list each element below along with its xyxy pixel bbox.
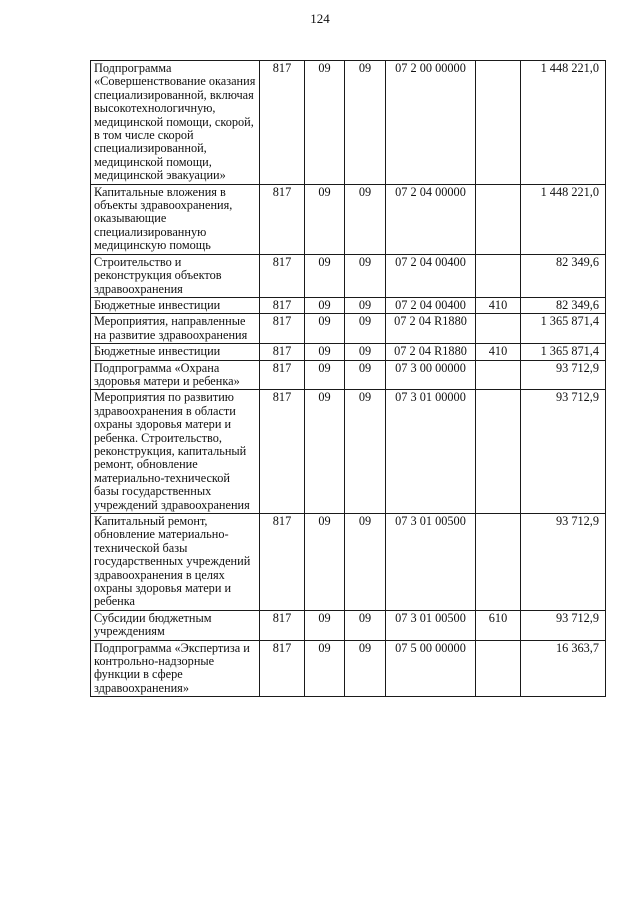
target-article-code: 07 3 01 00000 <box>386 390 476 514</box>
item-name: Капитальные вложения в объекты здравоохранения, оказывающие специализированную медицинскую помощь <box>91 184 260 254</box>
ministry-code: 817 <box>260 184 305 254</box>
section-code: 09 <box>305 254 345 297</box>
table-row <box>91 514 606 611</box>
section-code: 09 <box>305 344 345 360</box>
amount: 16 363,7 <box>521 640 606 697</box>
amount: 82 349,6 <box>521 297 606 313</box>
page-number: 124 <box>310 11 330 26</box>
expense-type-code <box>476 184 521 254</box>
amount: 93 712,9 <box>521 514 606 611</box>
expense-type-code <box>476 514 521 611</box>
item-name: Мероприятия, направленные на развитие здравоохранения <box>91 314 260 344</box>
expense-type-code: 610 <box>476 610 521 640</box>
target-article-code: 07 2 04 00000 <box>386 184 476 254</box>
section-code: 09 <box>305 640 345 697</box>
item-name: Подпрограмма «Экспертиза и контрольно-надзорные функции в сфере здравоохранения» <box>91 640 260 697</box>
table-row <box>91 344 606 360</box>
section-code: 09 <box>305 297 345 313</box>
target-article-code: 07 3 01 00500 <box>386 610 476 640</box>
ministry-code: 817 <box>260 514 305 611</box>
target-article-code: 07 5 00 00000 <box>386 640 476 697</box>
item-name: Строительство и реконструкция объектов здравоохранения <box>91 254 260 297</box>
ministry-code: 817 <box>260 61 305 185</box>
budget-table-body <box>91 61 606 697</box>
subsection-code: 09 <box>345 514 386 611</box>
subsection-code: 09 <box>345 610 386 640</box>
table-row <box>91 314 606 344</box>
target-article-code: 07 2 04 00400 <box>386 297 476 313</box>
expense-type-code <box>476 640 521 697</box>
item-name: Мероприятия по развитию здравоохранения в области охраны здоровья матери и ребенка. Строительство, реконструкция, капитальный ремонт, обновление материально-технической базы государственных учреждений здравоохранения <box>91 390 260 514</box>
ministry-code: 817 <box>260 254 305 297</box>
table-row <box>91 610 606 640</box>
subsection-code: 09 <box>345 360 386 390</box>
item-name: Бюджетные инвестиции <box>91 344 260 360</box>
ministry-code: 817 <box>260 360 305 390</box>
section-code: 09 <box>305 390 345 514</box>
ministry-code: 817 <box>260 640 305 697</box>
subsection-code: 09 <box>345 314 386 344</box>
subsection-code: 09 <box>345 184 386 254</box>
amount: 1 365 871,4 <box>521 314 606 344</box>
target-article-code: 07 2 04 00400 <box>386 254 476 297</box>
amount: 93 712,9 <box>521 610 606 640</box>
table-row <box>91 640 606 697</box>
item-name: Субсидии бюджетным учреждениям <box>91 610 260 640</box>
item-name: Подпрограмма «Охрана здоровья матери и ребенка» <box>91 360 260 390</box>
target-article-code: 07 2 00 00000 <box>386 61 476 185</box>
amount: 93 712,9 <box>521 390 606 514</box>
section-code: 09 <box>305 514 345 611</box>
item-name: Капитальный ремонт, обновление материально-технической базы государственных учреждений здравоохранения в целях охраны здоровья матери и ребенка <box>91 514 260 611</box>
table-row <box>91 184 606 254</box>
ministry-code: 817 <box>260 344 305 360</box>
target-article-code: 07 2 04 R1880 <box>386 344 476 360</box>
expense-type-code: 410 <box>476 344 521 360</box>
target-article-code: 07 3 00 00000 <box>386 360 476 390</box>
subsection-code: 09 <box>345 61 386 185</box>
budget-table <box>90 60 606 697</box>
amount: 82 349,6 <box>521 254 606 297</box>
item-name: Бюджетные инвестиции <box>91 297 260 313</box>
ministry-code: 817 <box>260 610 305 640</box>
section-code: 09 <box>305 184 345 254</box>
subsection-code: 09 <box>345 640 386 697</box>
ministry-code: 817 <box>260 390 305 514</box>
target-article-code: 07 2 04 R1880 <box>386 314 476 344</box>
table-row <box>91 390 606 514</box>
ministry-code: 817 <box>260 297 305 313</box>
table-row <box>91 61 606 185</box>
target-article-code: 07 3 01 00500 <box>386 514 476 611</box>
table-row <box>91 254 606 297</box>
table-row <box>91 360 606 390</box>
item-name: Подпрограмма «Совершенствование оказания специализированной, включая высокотехнологичную, медицинской помощи, скорой, в том числе скорой специализированной, медицинской помощи, медицинской эвакуации» <box>91 61 260 185</box>
expense-type-code <box>476 314 521 344</box>
amount: 93 712,9 <box>521 360 606 390</box>
section-code: 09 <box>305 360 345 390</box>
subsection-code: 09 <box>345 254 386 297</box>
amount: 1 448 221,0 <box>521 61 606 185</box>
table-row <box>91 297 606 313</box>
expense-type-code: 410 <box>476 297 521 313</box>
section-code: 09 <box>305 314 345 344</box>
expense-type-code <box>476 254 521 297</box>
section-code: 09 <box>305 610 345 640</box>
subsection-code: 09 <box>345 297 386 313</box>
subsection-code: 09 <box>345 344 386 360</box>
expense-type-code <box>476 61 521 185</box>
expense-type-code <box>476 390 521 514</box>
section-code: 09 <box>305 61 345 185</box>
ministry-code: 817 <box>260 314 305 344</box>
expense-type-code <box>476 360 521 390</box>
amount: 1 365 871,4 <box>521 344 606 360</box>
amount: 1 448 221,0 <box>521 184 606 254</box>
subsection-code: 09 <box>345 390 386 514</box>
